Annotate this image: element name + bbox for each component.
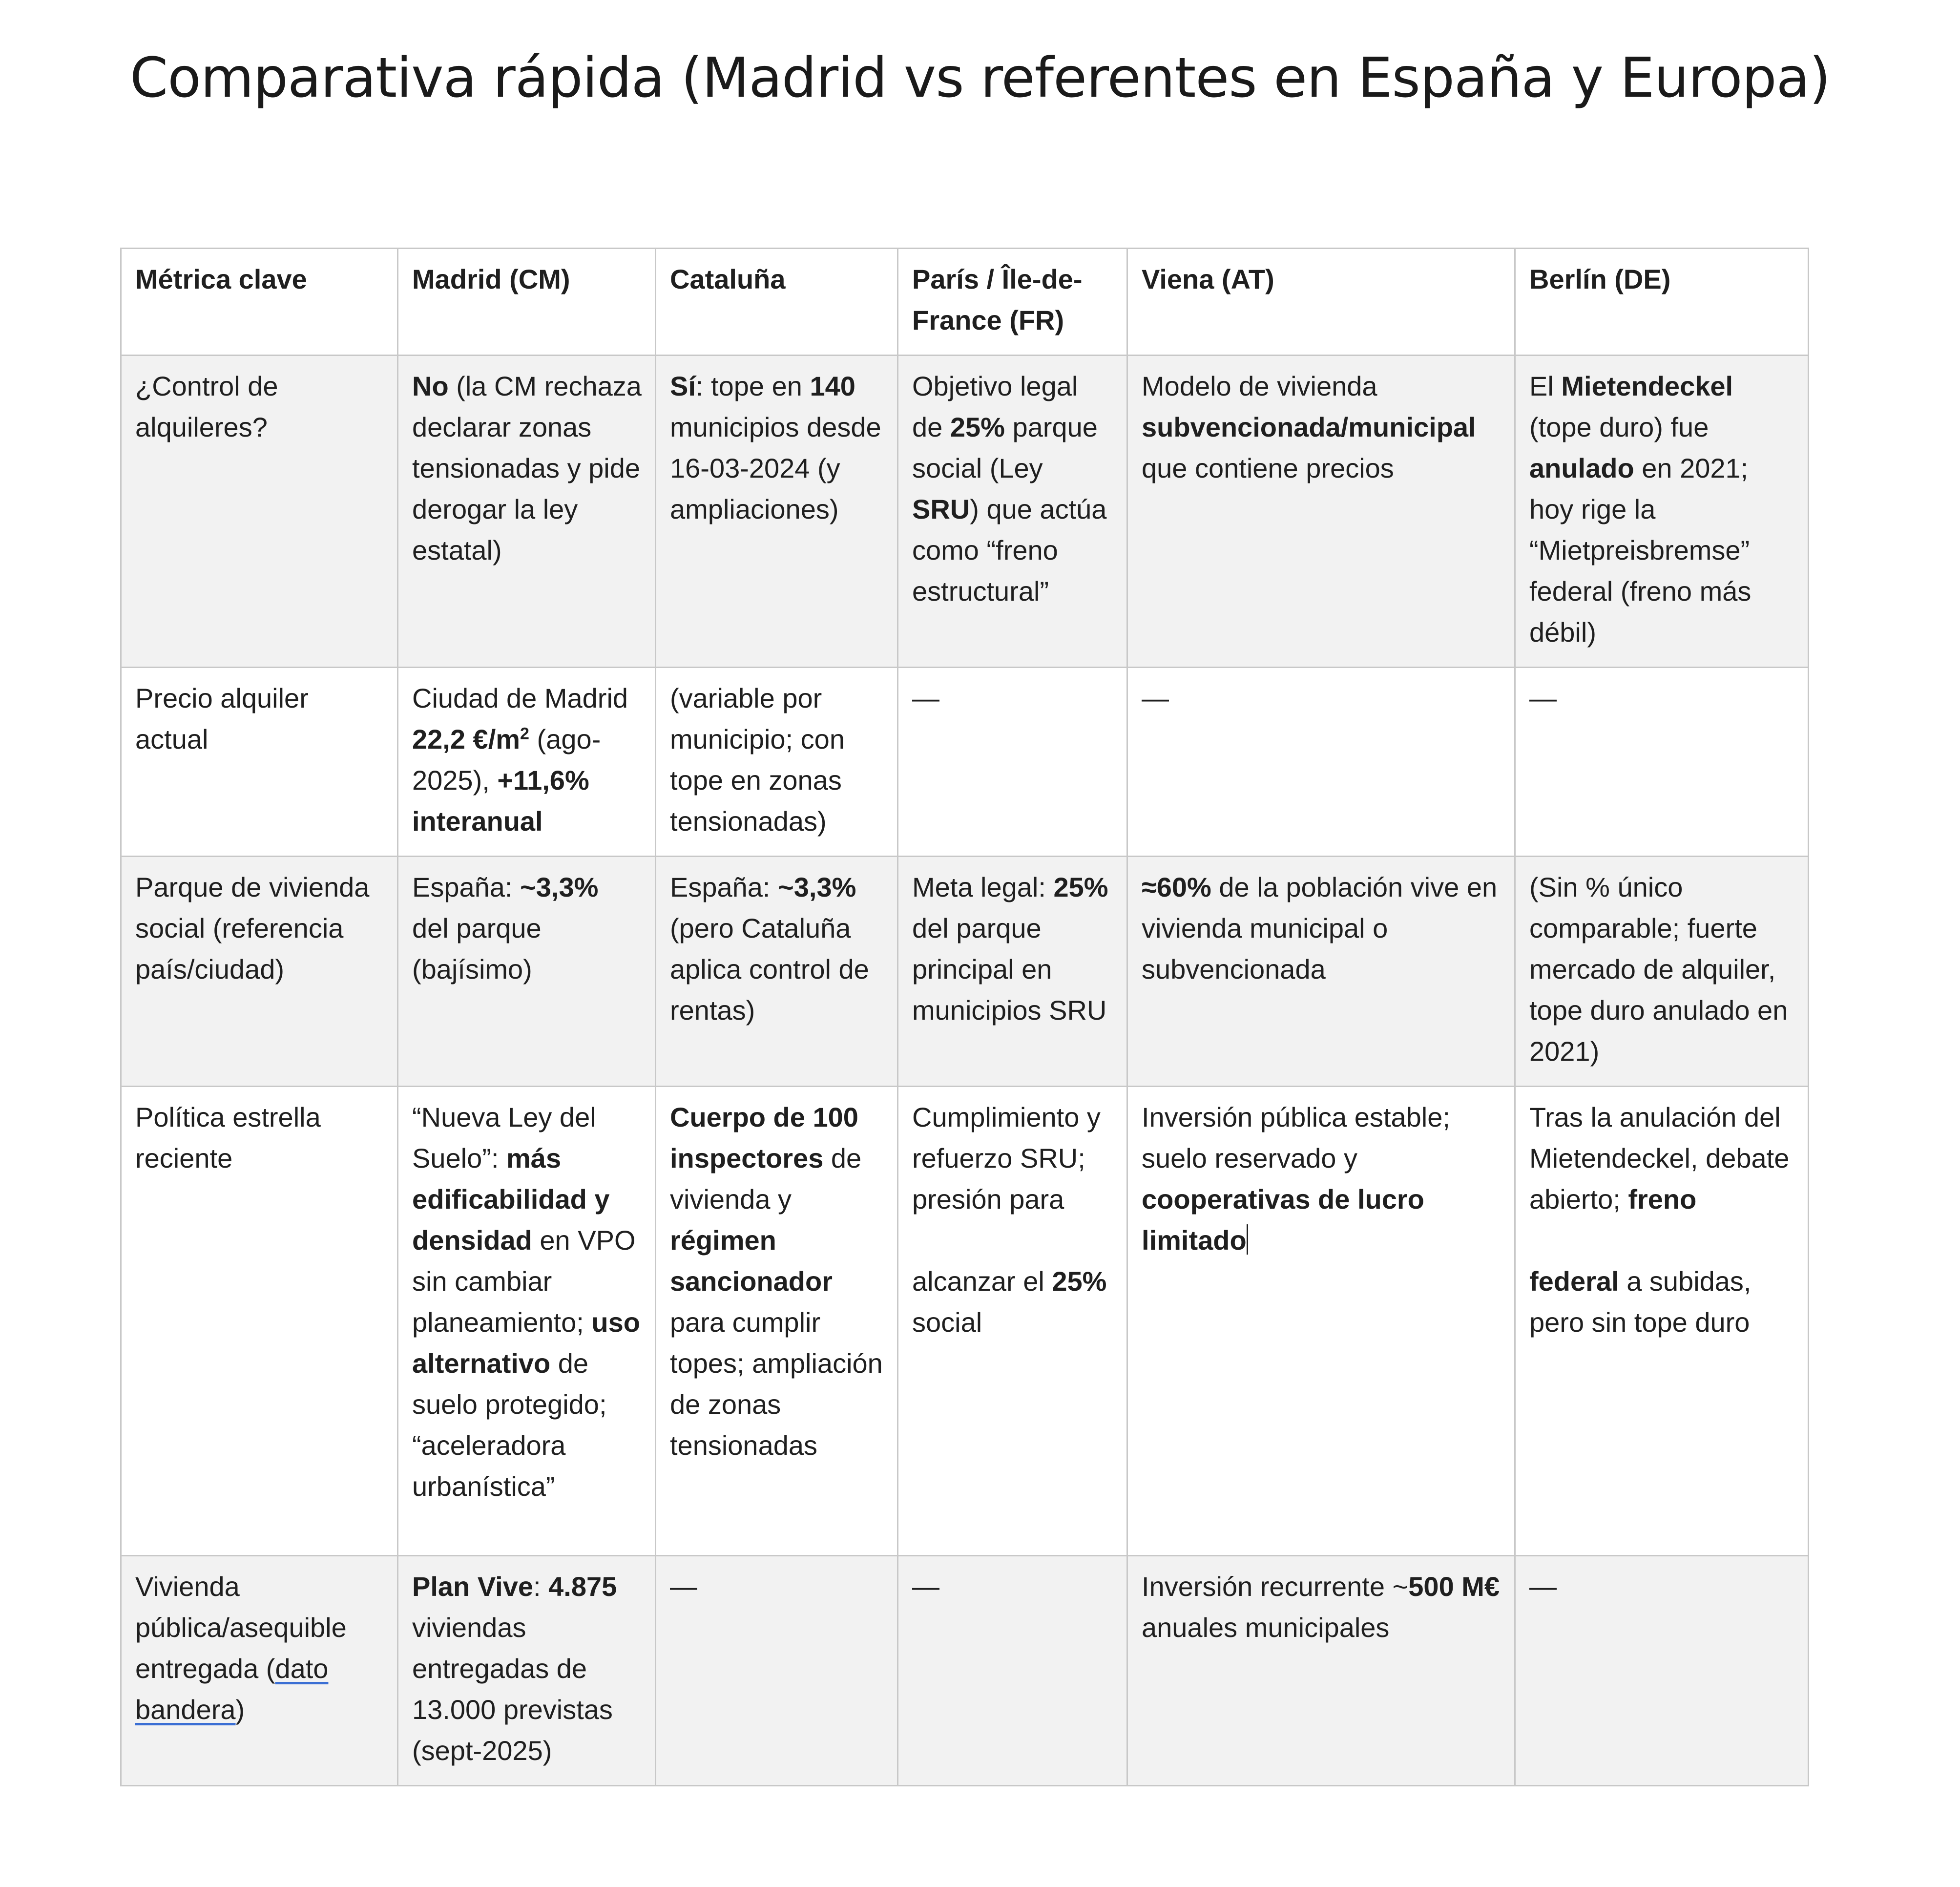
bold-text: cooperativas de lucro limitado [1142, 1184, 1424, 1256]
cell-text: Cumplimiento y refuerzo SRU; presión para [912, 1102, 1101, 1215]
bold-text: +11,6% interanual [412, 765, 589, 837]
cell-text: que contiene precios [1142, 453, 1394, 483]
cell-text: alcanzar el [912, 1266, 1052, 1297]
bold-text: Mietendeckel [1561, 371, 1733, 401]
cell-cataluna: (variable por municipio; con tope en zonas tensionadas) [656, 668, 898, 857]
table-row-precio-alquiler [121, 668, 1809, 857]
cell-text: : [533, 1571, 549, 1602]
empty-line [912, 1220, 1114, 1261]
bold-text: 25% [1052, 1266, 1107, 1297]
cell-viena [1127, 1087, 1515, 1556]
cell-berlin: — [1515, 668, 1809, 857]
bold-text: freno [1628, 1184, 1697, 1215]
cell-text: ) que actúa como “freno estructural” [912, 494, 1107, 607]
cell-text: : tope en [695, 371, 810, 401]
cell-berlin [1515, 1087, 1809, 1556]
cell-paris [898, 857, 1127, 1087]
header-berlin: Berlín (DE) [1515, 249, 1809, 356]
cell-paris: — [898, 1556, 1127, 1786]
cell-text: Objetivo legal de [912, 371, 1078, 442]
cell-text: para cumplir topes; ampliación de zonas tensionadas [670, 1307, 883, 1461]
bold-text: federal [1529, 1266, 1619, 1297]
bold-text: subvencionada/municipal [1142, 412, 1476, 442]
cell-text: España: [670, 872, 778, 902]
bold-text: Plan Vive [412, 1571, 534, 1602]
cell-text: social [912, 1307, 982, 1338]
cell-text: del parque (bajísimo) [412, 913, 542, 985]
cell-metric: Política estrella reciente [121, 1087, 398, 1556]
text-cursor [1247, 1224, 1248, 1255]
cell-metric: Precio alquiler actual [121, 668, 398, 857]
cell-text: municipios desde 16-03-2024 (y ampliaciones) [670, 412, 881, 524]
cell-berlin: — [1515, 1556, 1809, 1786]
cell-madrid [398, 857, 656, 1087]
bold-text: SRU [912, 494, 970, 524]
bold-text: ~3,3% [520, 872, 599, 902]
cell-text: Ciudad de Madrid [412, 683, 628, 713]
cell-text: España: [412, 872, 521, 902]
cell-paris [898, 1087, 1127, 1556]
bold-text: anulado [1529, 453, 1634, 483]
table-row-politica-estrella [121, 1087, 1809, 1556]
cell-text: (tope duro) fue [1529, 412, 1709, 442]
cell-berlin [1515, 356, 1809, 668]
bold-text: Cuerpo de 100 inspectores [670, 1102, 858, 1174]
cell-text: (la CM rechaza declarar zonas tensionadas y pide derogar la ley estatal) [412, 371, 642, 566]
cell-text: en VPO sin cambiar planeamiento; [412, 1225, 636, 1338]
cell-cataluna [656, 1087, 898, 1556]
cell-text: a subidas, pero sin tope duro [1529, 1266, 1751, 1338]
bold-text: ≈60% [1142, 872, 1211, 902]
cell-viena [1127, 857, 1515, 1087]
comparison-table [120, 248, 1809, 1786]
page-title: Comparativa rápida (Madrid vs referentes en España y Europa) [130, 46, 1830, 110]
bold-text: 140 [810, 371, 855, 401]
cell-metric: ¿Control de alquileres? [121, 356, 398, 668]
cell-text: anuales municipales [1142, 1612, 1390, 1643]
cell-text: del parque principal en municipios SRU [912, 913, 1107, 1026]
cell-text: en 2021; hoy rige la “Mietpreisbremse” federal (freno más débil) [1529, 453, 1751, 648]
cell-text: Tras la anulación del Mietendeckel, debate abierto; [1529, 1102, 1790, 1215]
cell-text: (ago-2025), [412, 724, 601, 796]
cell-cataluna [656, 857, 898, 1087]
cell-viena: — [1127, 668, 1515, 857]
cell-cataluna: — [656, 1556, 898, 1786]
cell-paris: — [898, 668, 1127, 857]
bold-text: ~3,3% [778, 872, 856, 902]
cell-text: (pero Cataluña aplica control de rentas) [670, 913, 869, 1026]
cell-text: parque social (Ley [912, 412, 1098, 483]
table-row-control-alquileres [121, 356, 1809, 668]
bold-text: régimen sancionador [670, 1225, 833, 1297]
cell-text: Inversión recurrente ~ [1142, 1571, 1409, 1602]
header-viena: Viena (AT) [1127, 249, 1515, 356]
cell-madrid [398, 1556, 656, 1786]
cell-madrid [398, 1087, 656, 1556]
bold-text: 25% [1053, 872, 1108, 902]
cell-text: Inversión pública estable; suelo reservado y [1142, 1102, 1450, 1174]
cell-viena [1127, 1556, 1515, 1786]
cell-metric [121, 1556, 398, 1786]
table-header-row [121, 249, 1809, 356]
cell-text: “Nueva Ley del Suelo”: [412, 1102, 596, 1174]
cell-text: viviendas entregadas de 13.000 previstas (sept-2025) [412, 1612, 613, 1766]
table-row-parque-social [121, 857, 1809, 1087]
table-row-vivienda-entregada [121, 1556, 1809, 1786]
header-cataluna: Cataluña [656, 249, 898, 356]
cell-madrid [398, 356, 656, 668]
bold-text: No [412, 371, 449, 401]
bold-text: más edificabilidad y densidad [412, 1143, 610, 1256]
underlined-text: dato bandera [135, 1653, 329, 1725]
cell-metric: Parque de vivienda social (referencia país/ciudad) [121, 857, 398, 1087]
header-paris: París / Île-de-France (FR) [898, 249, 1127, 356]
cell-text: El [1529, 371, 1562, 401]
cell-text: Meta legal: [912, 872, 1054, 902]
bold-text: Sí [670, 371, 696, 401]
bold-text: 22,2 €/m [412, 724, 521, 755]
empty-line [1529, 1220, 1795, 1261]
cell-text: de vivienda y [670, 1143, 862, 1215]
header-madrid: Madrid (CM) [398, 249, 656, 356]
cell-viena [1127, 356, 1515, 668]
cell-text: Vivienda pública/asequible entregada ( [135, 1571, 347, 1684]
superscript: 2 [520, 724, 529, 743]
bold-text: 4.875 [548, 1571, 617, 1602]
cell-text: de suelo protegido; “aceleradora urbanística” [412, 1348, 607, 1502]
header-metric: Métrica clave [121, 249, 398, 356]
cell-paris [898, 356, 1127, 668]
bold-text: 25% [950, 412, 1005, 442]
cell-madrid [398, 668, 656, 857]
bold-text: 500 M€ [1408, 1571, 1500, 1602]
cell-text: ) [235, 1694, 245, 1725]
bold-text: uso alternativo [412, 1307, 640, 1379]
cell-text: Modelo de vivienda [1142, 371, 1377, 401]
cell-cataluna [656, 356, 898, 668]
cell-text: de la población vive en vivienda municipal o subvencionada [1142, 872, 1498, 985]
comparison-table-container [120, 248, 1808, 1786]
cell-berlin: (Sin % único comparable; fuerte mercado de alquiler, tope duro anulado en 2021) [1515, 857, 1809, 1087]
